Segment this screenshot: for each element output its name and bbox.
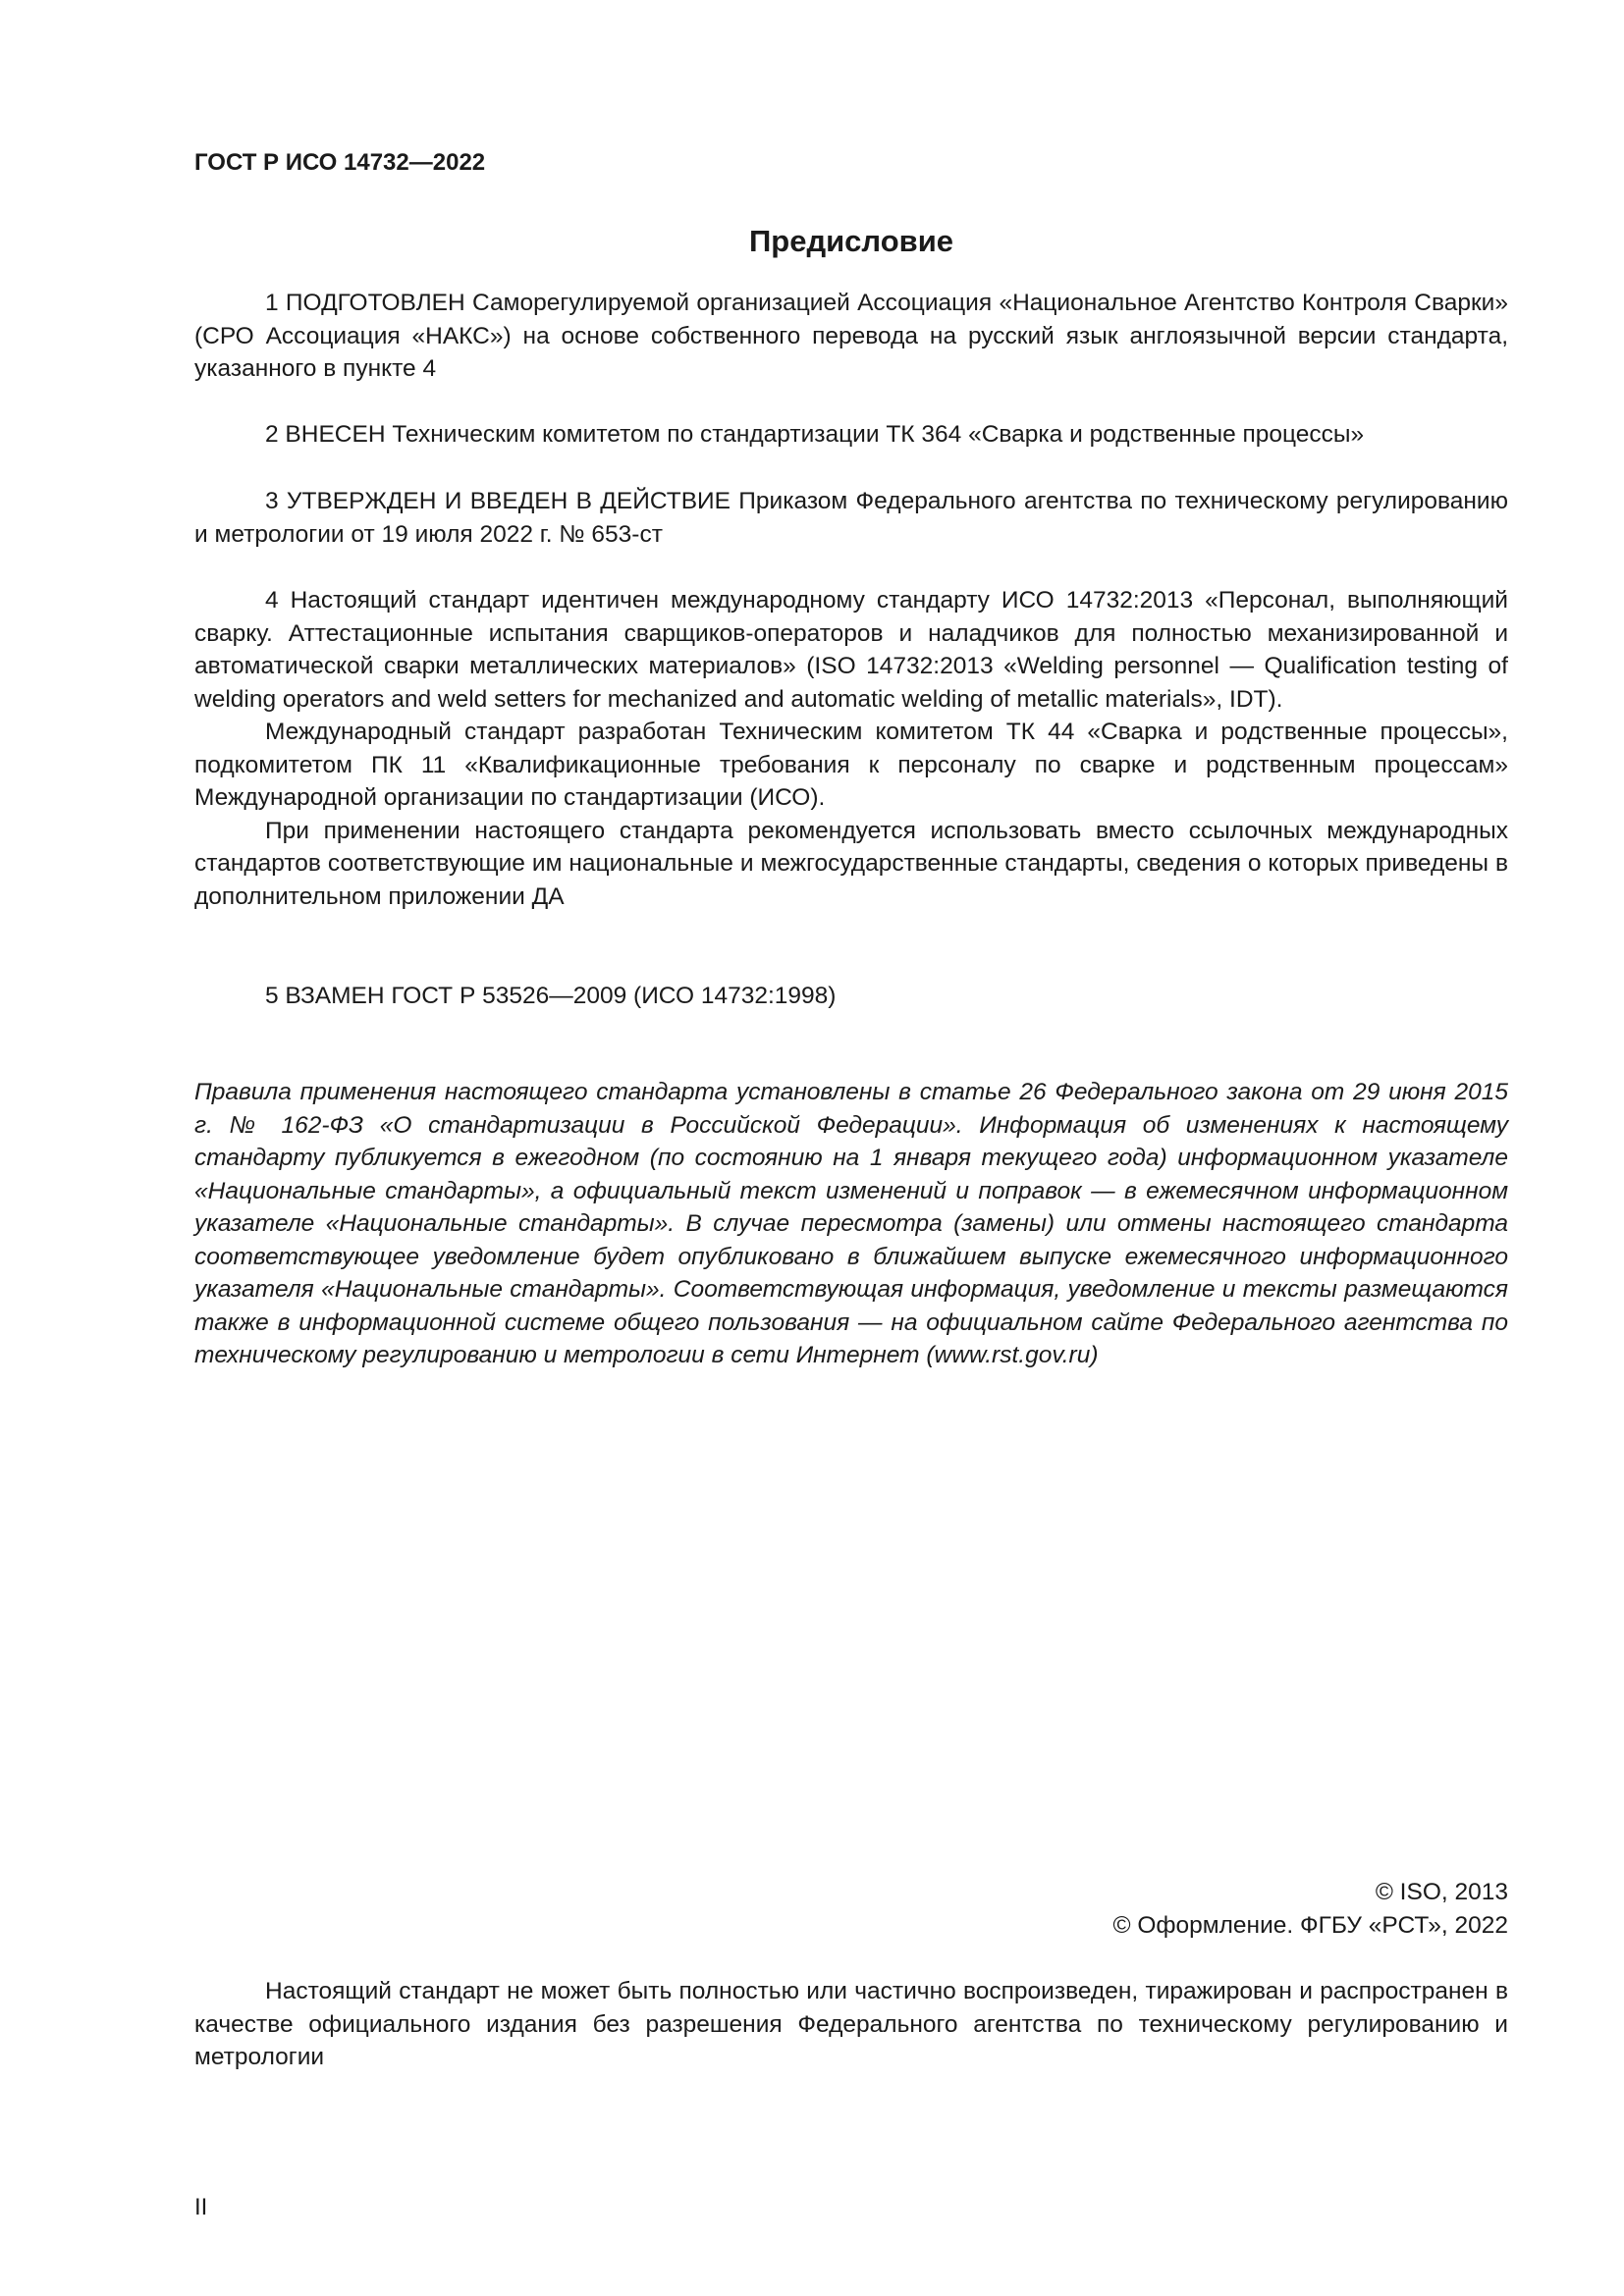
foreword-item-2	[194, 418, 1508, 452]
reproduction-notice: Настоящий стандарт не может быть полностью или частично воспроизведен, тиражирован и распространен в качестве официального издания без разрешения Федерального агентства по техническому регулированию и метрологии	[194, 1978, 1508, 2070]
foreword-paragraph-4c: При применении настоящего стандарта рекомендуется использовать вместо ссылочных международных стандартов соответствующие им национальные и межгосударственные стандарты, сведения о которых приведены в дополнительном приложении ДА	[194, 817, 1508, 910]
foreword-item-5	[194, 980, 1508, 1013]
foreword-paragraph-5: 5 ВЗАМЕН ГОСТ Р 53526—2009 (ИСО 14732:1998)	[265, 983, 837, 1009]
foreword-paragraph-1: 1 ПОДГОТОВЛЕН Саморегулируемой организацией Ассоциация «Национальное Агентство Контроля Сварки» (СРО Ассоциация «НАКС») на основе собственного перевода на русский язык англоязычной версии стандарта, указанного в пункте 4	[194, 290, 1508, 382]
document-code: ГОСТ Р ИСО 14732—2022	[194, 149, 486, 176]
foreword-paragraph-2: 2 ВНЕСЕН Техническим комитетом по стандартизации ТК 364 «Сварка и родственные процессы»	[265, 421, 1365, 448]
foreword-item-4	[194, 584, 1508, 913]
copyright-rst: © Оформление. ФГБУ «РСТ», 2022	[1112, 1912, 1508, 1939]
reproduction-notice-block	[194, 1975, 1508, 2074]
rules-notice: Правила применения настоящего стандарта установлены в статье 26 Федерального закона от 29 июня 2015 г. № 162-ФЗ «О стандартизации в Российской Федерации». Информация об изменениях к настоящему стандарту публикуется в ежегодном (по состоянию на 1 января текущего года) информационном указателе «Национальные стандарты», а официальный текст изменений и поправок — в ежемесячном информационном указателе «Национальные стандарты». В случае пересмотра (замены) или отмены настоящего стандарта соответствующее уведомление будет опубликовано в ближайшем выпуске ежемесячного информационного указателя «Национальные стандарты». Соответствующая информация, уведомление и тексты размещаются также в информационной системе общего пользования — на официальном сайте Федерального агентства по техническому регулированию и метрологии в сети Интернет (www.rst.gov.ru)	[194, 1079, 1508, 1368]
foreword-item-3	[194, 485, 1508, 551]
rules-notice-block	[194, 1076, 1508, 1372]
foreword-item-1	[194, 287, 1508, 386]
page-number: II	[194, 2194, 208, 2220]
foreword-paragraph-3: 3 УТВЕРЖДЕН И ВВЕДЕН В ДЕЙСТВИЕ Приказом Федерального агентства по техническому регулированию и метрологии от 19 июля 2022 г. № 653-ст	[194, 488, 1508, 548]
copyright-iso: © ISO, 2013	[1375, 1879, 1508, 1905]
foreword-paragraph-4b: Международный стандарт разработан Техническим комитетом ТК 44 «Сварка и родственные процессы», подкомитетом ПК 11 «Квалификационные требования к персоналу по сварке и родственным процессам» Международной организации по стандартизации (ИСО).	[194, 719, 1508, 811]
foreword-paragraph-4: 4 Настоящий стандарт идентичен международному стандарту ИСО 14732:2013 «Персонал, выполняющий сварку. Аттестационные испытания сварщиков-операторов и наладчиков для полностью механизированной и автоматической сварки металлических материалов» (ISO 14732:2013 «Welding personnel — Qualification testing of welding operators and weld setters for mechanized and automatic welding of metallic materials», IDT).	[194, 587, 1508, 713]
page-title: Предисловие	[748, 224, 953, 258]
